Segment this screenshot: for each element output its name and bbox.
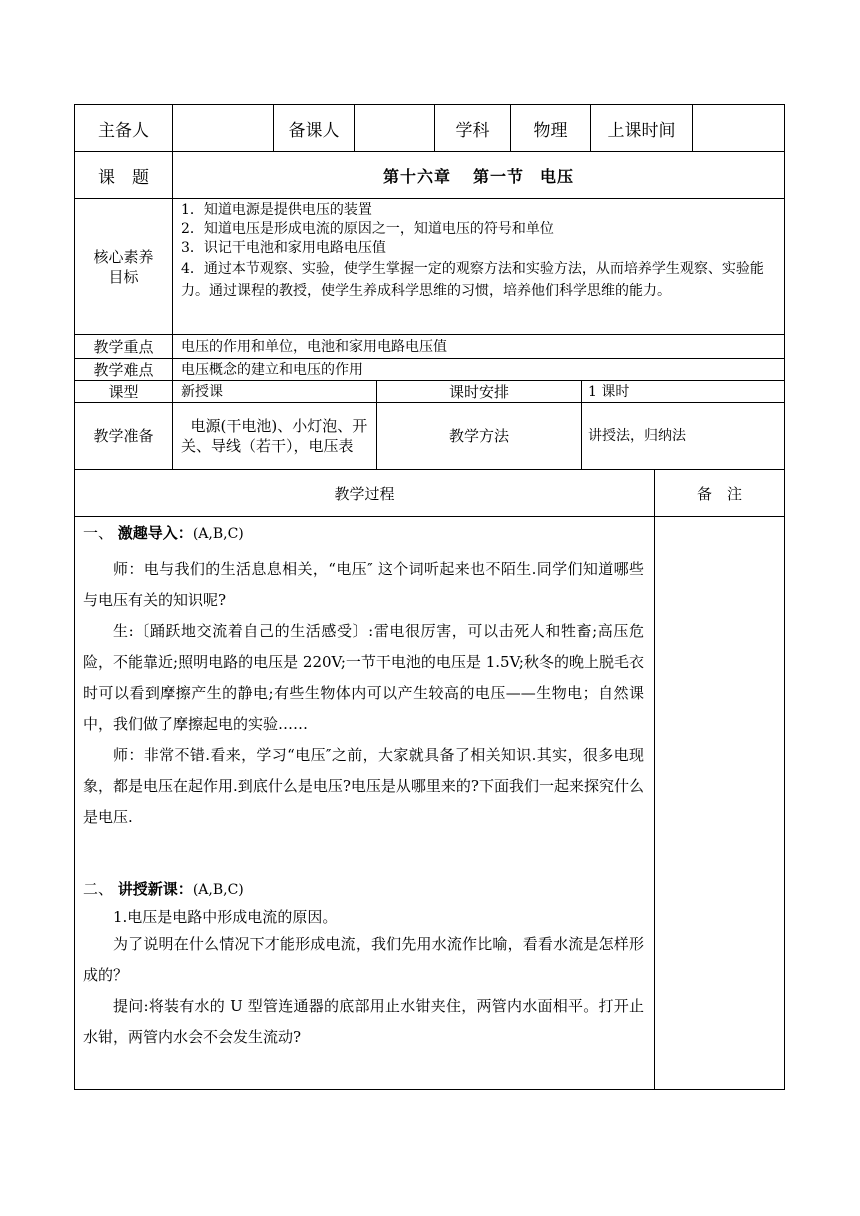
core-goal-item: 2．知道电压是形成电流的原因之一，知道电压的符号和单位 [181, 221, 554, 237]
lesson-hours-value: 1 课时 [582, 381, 785, 403]
paragraph: 提问:将装有水的 U 型管连通器的底部用止水钳夹住，两管内水面相平。打开止水钳，两管内水会不会发生流动? [83, 997, 644, 1046]
topic-row [75, 152, 785, 199]
section-heading-intro [83, 523, 644, 544]
section-heading-new-lesson [83, 879, 644, 900]
core-goals-label-line2: 目标 [108, 267, 139, 286]
section-number: 一、 [83, 524, 114, 542]
core-goals-label [75, 199, 173, 335]
preparation-row [75, 403, 785, 470]
topic-section: 第一节 [472, 166, 524, 186]
lesson-type-value: 新授课 [173, 381, 377, 403]
header-row [75, 105, 785, 152]
list-item: 1.电压是电路中形成电流的原因。 [113, 908, 338, 926]
teaching-method-label: 教学方法 [377, 403, 582, 470]
section-number: 二、 [83, 880, 114, 898]
preparer-value[interactable] [355, 105, 435, 152]
key-points-value: 电压的作用和单位，电池和家用电路电压值 [173, 335, 785, 359]
subject-label: 学科 [435, 105, 511, 152]
paragraph: 生:〔踊跃地交流着自己的生活感受〕:雷电很厉害，可以击死人和牲畜;高压危险，不能靠近;照明电路的电压是 220V;一节干电池的电压是 1.5V;秋冬的晚上脱毛衣时可以看到摩擦产生的静电;有些生物体内可以产生较高的电压——生物电；自然课中，我们做了摩擦起电的实验…… [83, 622, 644, 733]
process-label: 教学过程 [75, 470, 655, 517]
core-goal-item: 1．知道电源是提供电压的装置 [181, 202, 372, 218]
subject-value: 物理 [511, 105, 591, 152]
teaching-process-table [74, 469, 785, 1090]
class-time-value[interactable] [693, 105, 785, 152]
key-points-label: 教学重点 [75, 335, 173, 359]
preparer-label: 备课人 [274, 105, 355, 152]
paragraph: 师：非常不错.看来，学习“电压″之前，大家就具备了相关知识.其实，很多电现象，都是电压在起作用.到底什么是电压?电压是从哪里来的?下面我们一起来探究什么是电压. [83, 746, 644, 826]
difficulties-row [75, 359, 785, 381]
class-time-label: 上课时间 [591, 105, 693, 152]
section-level: (A,B,C) [192, 882, 244, 898]
section-title: 讲授新课： [117, 880, 193, 898]
preparation-value: 电源(干电池)、小灯泡、开关、导线（若干），电压表 [173, 403, 377, 470]
paragraph: 师：电与我们的生活息息相关，“电压″ 这个词听起来也不陌生.同学们知道哪些与电压有关的知识呢? [83, 560, 644, 609]
topic-label: 课 题 [75, 152, 173, 199]
lesson-type-label: 课型 [75, 381, 173, 403]
process-body-row [75, 517, 785, 1090]
core-goals-list [173, 199, 785, 335]
topic-title [173, 152, 785, 199]
key-points-row [75, 335, 785, 359]
core-goals-row [75, 199, 785, 335]
lesson-info-table [74, 104, 785, 381]
core-goals-label-line1: 核心素养 [93, 247, 154, 266]
process-header-row [75, 470, 785, 517]
process-content [75, 517, 655, 1090]
section-level: (A,B,C) [192, 526, 244, 542]
lead-preparer-label: 主备人 [75, 105, 173, 152]
section-title: 激趣导入： [117, 524, 193, 542]
preparation-label: 教学准备 [75, 403, 173, 470]
topic-chapter: 第十六章 [382, 166, 451, 186]
difficulties-value: 电压概念的建立和电压的作用 [173, 359, 785, 381]
paragraph: 为了说明在什么情况下才能形成电流，我们先用水流作比喻，看看水流是怎样形成的？ [83, 935, 644, 984]
lesson-arrangement-table [74, 380, 785, 470]
difficulties-label: 教学难点 [75, 359, 173, 381]
topic-name: 电压 [540, 166, 575, 186]
lesson-hours-label: 课时安排 [377, 381, 582, 403]
lead-preparer-value[interactable] [173, 105, 274, 152]
notes-value[interactable] [655, 517, 785, 1090]
notes-label: 备 注 [655, 470, 785, 517]
core-goal-item: 4．通过本节观察、实验，使学生掌握一定的观察方法和实验方法，从而培养学生观察、实验能力。通过课程的教授，使学生养成科学思维的习惯，培养他们科学思维的能力。 [181, 261, 764, 299]
teaching-method-value: 讲授法，归纳法 [582, 403, 785, 470]
lesson-type-row [75, 381, 785, 403]
core-goal-item: 3．识记干电池和家用电路电压值 [181, 240, 386, 256]
